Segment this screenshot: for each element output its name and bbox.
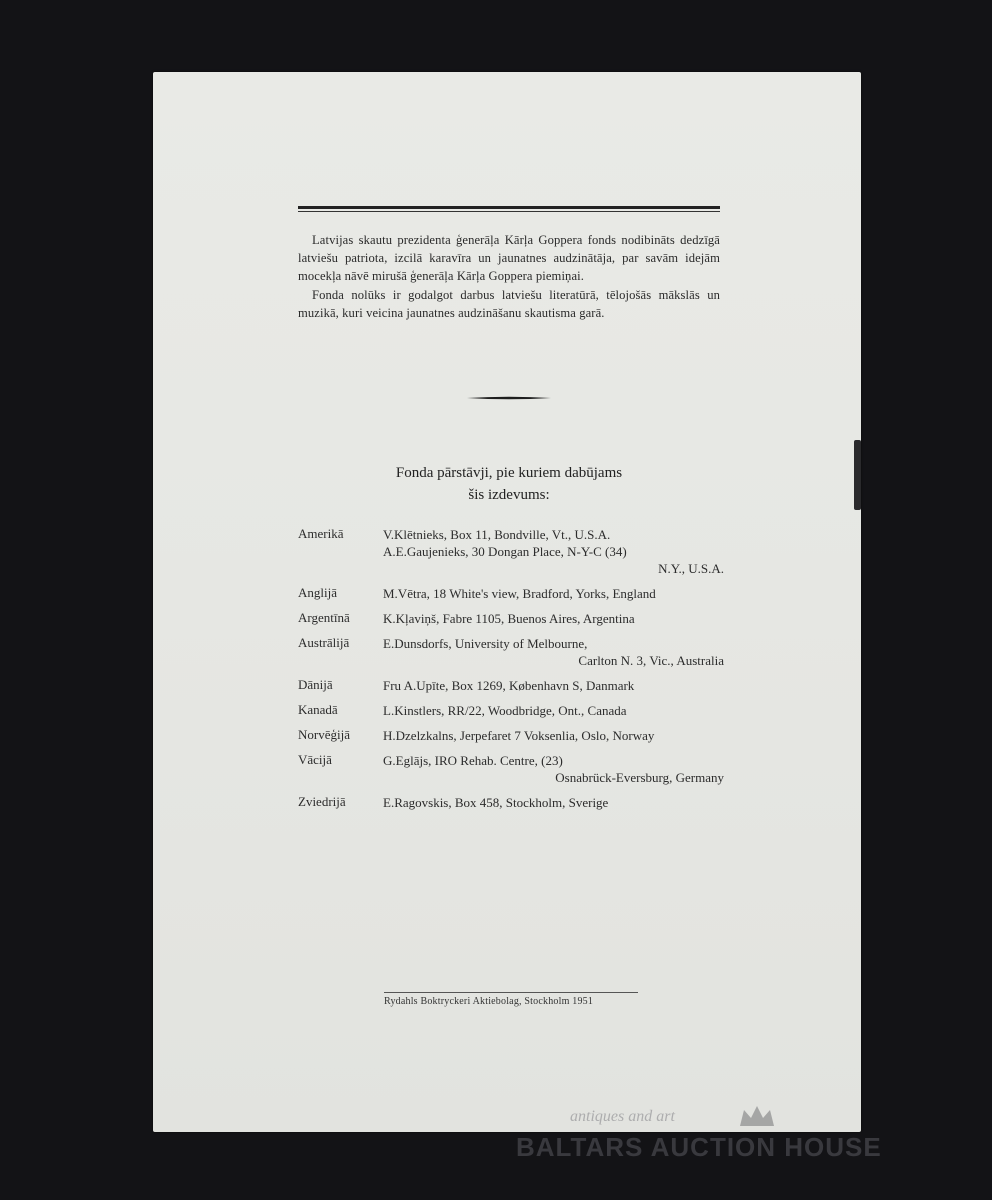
representatives-heading bbox=[298, 462, 720, 506]
country-name: Austrālijā bbox=[298, 635, 350, 650]
representative-address bbox=[383, 677, 724, 694]
heading-line-1: Fonda pārstāvji, pie kuriem dabūjams bbox=[395, 465, 623, 481]
address-line: H.Dzelzkalns, Jerpefaret 7 Voksenlia, Oslo, Norway bbox=[383, 728, 655, 743]
country-name: Dānijā bbox=[298, 677, 333, 692]
double-rule-top-thin bbox=[298, 211, 720, 212]
address-line: A.E.Gaujenieks, 30 Dongan Place, N-Y-C (34) bbox=[383, 544, 627, 559]
watermark-script: antiques and art bbox=[570, 1108, 675, 1125]
fund-description bbox=[298, 231, 720, 322]
intro-paragraph-2: Fonda nolūks ir godalgot darbus latviešu literatūrā, tēlojošās mākslās un muzikā, kuri veicina jaunatnes audzināšanu skautisma garā. bbox=[298, 287, 720, 320]
representative-address bbox=[383, 752, 724, 786]
address-line: Osnabrück-Eversburg, Germany bbox=[555, 770, 724, 785]
country-name: Argentīnā bbox=[298, 610, 350, 625]
address-line: N.Y., U.S.A. bbox=[658, 561, 724, 576]
country-name: Norvēģijā bbox=[298, 727, 350, 742]
printer-imprint: Rydahls Boktryckeri Aktiebolag, Stockholm 1951 bbox=[384, 996, 594, 1007]
address-line: Carlton N. 3, Vic., Australia bbox=[578, 653, 724, 668]
heading-line-2: šis izdevums: bbox=[468, 487, 550, 503]
representative-address bbox=[383, 702, 724, 719]
list-item bbox=[298, 727, 724, 744]
representatives-list bbox=[298, 526, 724, 819]
intro-paragraph-1: Latvijas skautu prezidenta ģenerāļa Kārļa Goppera fonds nodibināts dedzīgā latviešu patriota, izcilā karavīra un jaunatnes audzinātāja, par savām idejām mocekļa nāvē mirušā ģenerāļa Kārļa Goppera piemiņai. bbox=[298, 233, 720, 284]
address-line: E.Dunsdorfs, University of Melbourne, bbox=[383, 636, 588, 651]
list-item bbox=[298, 635, 724, 669]
address-line: E.Ragovskis, Box 458, Stockholm, Sverige bbox=[383, 795, 609, 810]
representative-address bbox=[383, 794, 724, 811]
list-item bbox=[298, 752, 724, 786]
watermark-text: BALTARS AUCTION HOUSE bbox=[516, 1132, 882, 1162]
address-line: M.Vētra, 18 White's view, Bradford, Yorks, England bbox=[383, 586, 656, 601]
representative-address bbox=[383, 727, 724, 744]
address-line: G.Eglājs, IRO Rehab. Centre, (23) bbox=[383, 753, 563, 768]
list-item bbox=[298, 677, 724, 694]
representative-address bbox=[383, 585, 724, 602]
address-line: Fru A.Upīte, Box 1269, København S, Danmark bbox=[383, 678, 635, 693]
representative-address bbox=[383, 526, 724, 577]
country-name: Zviedrijā bbox=[298, 794, 346, 809]
country-name: Vācijā bbox=[298, 752, 332, 767]
double-rule-top bbox=[298, 206, 720, 209]
list-item bbox=[298, 610, 724, 627]
list-item bbox=[298, 526, 724, 577]
address-line: L.Kinstlers, RR/22, Woodbridge, Ont., Canada bbox=[383, 703, 627, 718]
country-name: Anglijā bbox=[298, 585, 337, 600]
representative-address bbox=[383, 610, 724, 627]
country-name: Amerikā bbox=[298, 526, 344, 541]
imprint-rule bbox=[384, 992, 638, 993]
crown-icon bbox=[738, 1104, 776, 1128]
representative-address bbox=[383, 635, 724, 669]
ornamental-swash-divider bbox=[467, 396, 551, 400]
country-name: Kanadā bbox=[298, 702, 338, 717]
list-item bbox=[298, 794, 724, 811]
address-line: K.Kļaviņš, Fabre 1105, Buenos Aires, Argentina bbox=[383, 611, 635, 626]
list-item bbox=[298, 585, 724, 602]
binding-staple bbox=[854, 440, 861, 510]
address-line: V.Klētnieks, Box 11, Bondville, Vt., U.S.A. bbox=[383, 527, 611, 542]
list-item bbox=[298, 702, 724, 719]
